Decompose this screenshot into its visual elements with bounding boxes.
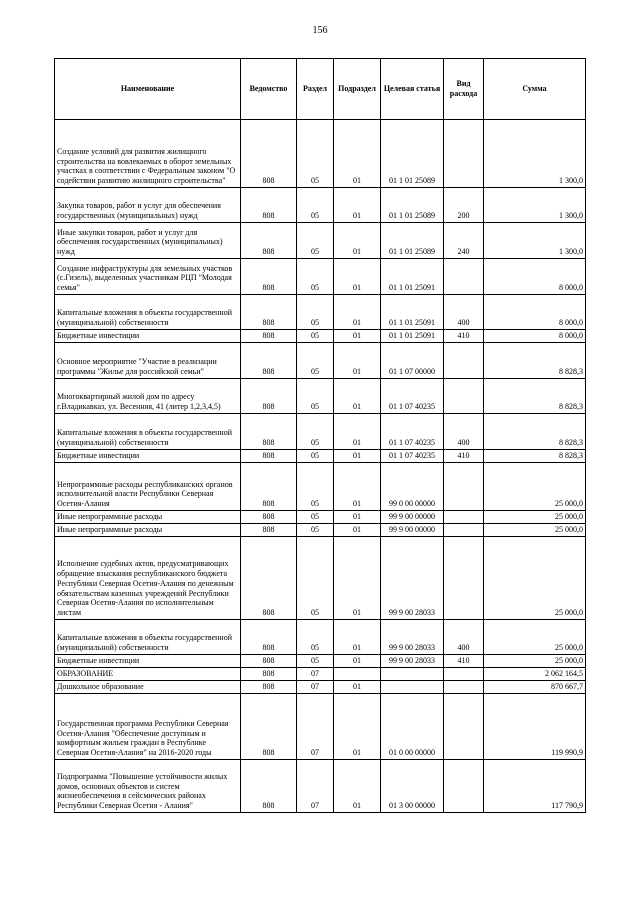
cell-department: 808 — [241, 223, 297, 259]
cell-target: 01 1 01 25089 — [381, 188, 444, 223]
cell-name: Непрограммные расходы республиканских органов исполнительной власти Республики Северная Осетия-Алания — [55, 463, 241, 511]
cell-expense-type — [444, 524, 484, 537]
cell-expense-type: 400 — [444, 620, 484, 655]
cell-subsection: 01 — [334, 655, 381, 668]
table-row — [55, 379, 586, 414]
cell-amount: 8 000,0 — [484, 259, 586, 295]
cell-subsection: 01 — [334, 463, 381, 511]
cell-target — [381, 681, 444, 694]
cell-amount: 25 000,0 — [484, 655, 586, 668]
table-row — [55, 694, 586, 760]
cell-amount: 119 990,9 — [484, 694, 586, 760]
table-row — [55, 223, 586, 259]
cell-target: 01 1 01 25089 — [381, 223, 444, 259]
cell-name: Капитальные вложения в объекты государственной (муниципальной) собственности — [55, 620, 241, 655]
cell-name: Создание условий для развития жилищного строительства на вовлекаемых в оборот земельных участках в соответствии с Федеральным законом "О содействии развитию жилищного строительства" — [55, 120, 241, 188]
cell-department: 808 — [241, 668, 297, 681]
cell-amount: 1 300,0 — [484, 120, 586, 188]
table-row — [55, 414, 586, 450]
cell-section: 05 — [297, 259, 334, 295]
cell-department: 808 — [241, 760, 297, 813]
table-row — [55, 524, 586, 537]
cell-section: 05 — [297, 463, 334, 511]
cell-expense-type — [444, 681, 484, 694]
cell-department: 808 — [241, 259, 297, 295]
cell-expense-type — [444, 463, 484, 511]
cell-amount: 870 667,7 — [484, 681, 586, 694]
cell-department: 808 — [241, 620, 297, 655]
cell-expense-type: 200 — [444, 188, 484, 223]
cell-name: Иные закупки товаров, работ и услуг для обеспечения государственных (муниципальных) нужд — [55, 223, 241, 259]
cell-target: 01 1 01 25091 — [381, 330, 444, 343]
cell-section: 05 — [297, 450, 334, 463]
cell-target: 01 1 01 25091 — [381, 295, 444, 330]
cell-section: 07 — [297, 681, 334, 694]
cell-name: Бюджетные инвестиции — [55, 330, 241, 343]
table-row — [55, 295, 586, 330]
cell-amount: 8 828,3 — [484, 450, 586, 463]
cell-subsection: 01 — [334, 120, 381, 188]
cell-amount: 25 000,0 — [484, 511, 586, 524]
cell-target: 99 9 00 28033 — [381, 620, 444, 655]
cell-expense-type: 400 — [444, 295, 484, 330]
table-row — [55, 330, 586, 343]
cell-name: ОБРАЗОВАНИЕ — [55, 668, 241, 681]
cell-expense-type — [444, 694, 484, 760]
table-row — [55, 259, 586, 295]
cell-expense-type — [444, 760, 484, 813]
cell-expense-type — [444, 343, 484, 379]
cell-name: Подпрограмма "Повышение устойчивости жилых домов, основных объектов и систем жизнеобеспечения в сейсмических районах Республики Северная Осетия - Алания" — [55, 760, 241, 813]
header-row — [55, 59, 586, 120]
cell-subsection: 01 — [334, 620, 381, 655]
cell-target: 99 9 00 28033 — [381, 655, 444, 668]
cell-amount: 117 790,9 — [484, 760, 586, 813]
cell-section: 05 — [297, 524, 334, 537]
cell-subsection: 01 — [334, 295, 381, 330]
page-number: 156 — [312, 25, 328, 36]
cell-target: 01 0 00 00000 — [381, 694, 444, 760]
cell-name: Закупка товаров, работ и услуг для обеспечения государственных (муниципальных) нужд — [55, 188, 241, 223]
cell-target: 01 1 07 40235 — [381, 414, 444, 450]
cell-subsection — [334, 668, 381, 681]
cell-target: 01 1 01 25091 — [381, 259, 444, 295]
table-row — [55, 511, 586, 524]
cell-subsection: 01 — [334, 511, 381, 524]
table-body — [55, 120, 586, 813]
table-row — [55, 668, 586, 681]
cell-name: Государственная программа Республики Северная Осетия-Алания "Обеспечение доступным и комфортным жильем граждан в Республике Северная Осетия-Алания" на 2016-2020 годы — [55, 694, 241, 760]
cell-expense-type — [444, 668, 484, 681]
cell-section: 05 — [297, 295, 334, 330]
cell-amount: 8 000,0 — [484, 330, 586, 343]
cell-expense-type — [444, 511, 484, 524]
cell-target: 01 1 01 25089 — [381, 120, 444, 188]
cell-department: 808 — [241, 694, 297, 760]
cell-amount: 2 062 164,5 — [484, 668, 586, 681]
cell-department: 808 — [241, 681, 297, 694]
cell-expense-type: 410 — [444, 330, 484, 343]
table-row — [55, 681, 586, 694]
cell-department: 808 — [241, 343, 297, 379]
table-row — [55, 463, 586, 511]
table-row — [55, 120, 586, 188]
table-header — [55, 59, 586, 120]
cell-subsection: 01 — [334, 188, 381, 223]
cell-subsection: 01 — [334, 450, 381, 463]
cell-target: 99 9 00 28033 — [381, 537, 444, 620]
table-row — [55, 450, 586, 463]
cell-amount: 25 000,0 — [484, 524, 586, 537]
cell-section: 05 — [297, 620, 334, 655]
cell-section: 05 — [297, 414, 334, 450]
table-row — [55, 343, 586, 379]
cell-department: 808 — [241, 655, 297, 668]
cell-section: 07 — [297, 760, 334, 813]
header-amount: Сумма — [484, 59, 586, 120]
cell-subsection: 01 — [334, 343, 381, 379]
cell-subsection: 01 — [334, 537, 381, 620]
cell-section: 05 — [297, 223, 334, 259]
cell-expense-type: 400 — [444, 414, 484, 450]
budget-table — [54, 58, 586, 813]
cell-amount: 8 828,3 — [484, 379, 586, 414]
cell-name: Иные непрограммные расходы — [55, 511, 241, 524]
cell-department: 808 — [241, 537, 297, 620]
header-name: Наименование — [55, 59, 241, 120]
cell-amount: 25 000,0 — [484, 463, 586, 511]
cell-name: Многоквартирный жилой дом по адресу г.Владикавказ, ул. Весенняя, 41 (литер 1,2,3,4,5) — [55, 379, 241, 414]
cell-target: 01 1 07 40235 — [381, 379, 444, 414]
cell-department: 808 — [241, 330, 297, 343]
cell-subsection: 01 — [334, 223, 381, 259]
cell-department: 808 — [241, 188, 297, 223]
cell-name: Создание инфраструктуры для земельных участков (с.Гизель), выделенных участникам РЦП "Молодая семья" — [55, 259, 241, 295]
cell-name: Основное мероприятие "Участие в реализации программы "Жилье для российской семьи" — [55, 343, 241, 379]
table-row — [55, 620, 586, 655]
cell-expense-type — [444, 259, 484, 295]
cell-expense-type — [444, 537, 484, 620]
cell-section: 05 — [297, 655, 334, 668]
cell-target: 01 3 00 00000 — [381, 760, 444, 813]
cell-amount: 1 300,0 — [484, 223, 586, 259]
cell-section: 07 — [297, 694, 334, 760]
cell-subsection: 01 — [334, 330, 381, 343]
cell-name: Капитальные вложения в объекты государственной (муниципальной) собственности — [55, 414, 241, 450]
cell-name: Дошкольное образование — [55, 681, 241, 694]
cell-section: 05 — [297, 330, 334, 343]
cell-target: 01 1 07 00000 — [381, 343, 444, 379]
cell-department: 808 — [241, 524, 297, 537]
cell-amount: 8 828,3 — [484, 343, 586, 379]
cell-expense-type: 410 — [444, 450, 484, 463]
header-section: Раздел — [297, 59, 334, 120]
table-row — [55, 188, 586, 223]
cell-expense-type — [444, 120, 484, 188]
cell-name: Бюджетные инвестиции — [55, 450, 241, 463]
cell-target: 01 1 07 40235 — [381, 450, 444, 463]
cell-amount: 8 000,0 — [484, 295, 586, 330]
cell-subsection: 01 — [334, 414, 381, 450]
cell-name: Иные непрограммные расходы — [55, 524, 241, 537]
cell-department: 808 — [241, 511, 297, 524]
cell-expense-type — [444, 379, 484, 414]
cell-expense-type: 410 — [444, 655, 484, 668]
cell-subsection: 01 — [334, 379, 381, 414]
header-target: Целевая статья — [381, 59, 444, 120]
header-department: Ведомство — [241, 59, 297, 120]
cell-subsection: 01 — [334, 524, 381, 537]
cell-department: 808 — [241, 414, 297, 450]
cell-name: Исполнение судебных актов, предусматривающих обращение взыскания республиканского бюджета Республики Северная Осетия-Алания по денежным обязательствам казенных учреждений Республики Северная Осетия-Алания по исполнительным листам — [55, 537, 241, 620]
cell-department: 808 — [241, 463, 297, 511]
cell-subsection: 01 — [334, 760, 381, 813]
cell-target: 99 9 00 00000 — [381, 524, 444, 537]
header-expense-type: Вид расхода — [444, 59, 484, 120]
cell-section: 07 — [297, 668, 334, 681]
cell-target: 99 0 00 00000 — [381, 463, 444, 511]
table-row — [55, 760, 586, 813]
cell-amount: 25 000,0 — [484, 620, 586, 655]
cell-section: 05 — [297, 379, 334, 414]
cell-name: Бюджетные инвестиции — [55, 655, 241, 668]
cell-amount: 1 300,0 — [484, 188, 586, 223]
cell-department: 808 — [241, 120, 297, 188]
cell-section: 05 — [297, 188, 334, 223]
cell-subsection: 01 — [334, 681, 381, 694]
cell-department: 808 — [241, 295, 297, 330]
cell-section: 05 — [297, 537, 334, 620]
cell-section: 05 — [297, 120, 334, 188]
cell-department: 808 — [241, 450, 297, 463]
table-row — [55, 655, 586, 668]
cell-amount: 8 828,3 — [484, 414, 586, 450]
cell-target: 99 9 00 00000 — [381, 511, 444, 524]
table-row — [55, 537, 586, 620]
cell-subsection: 01 — [334, 694, 381, 760]
cell-section: 05 — [297, 343, 334, 379]
cell-name: Капитальные вложения в объекты государственной (муниципальной) собственности — [55, 295, 241, 330]
cell-subsection: 01 — [334, 259, 381, 295]
cell-section: 05 — [297, 511, 334, 524]
cell-expense-type: 240 — [444, 223, 484, 259]
cell-target — [381, 668, 444, 681]
header-subsection: Подраздел — [334, 59, 381, 120]
cell-amount: 25 000,0 — [484, 537, 586, 620]
cell-department: 808 — [241, 379, 297, 414]
